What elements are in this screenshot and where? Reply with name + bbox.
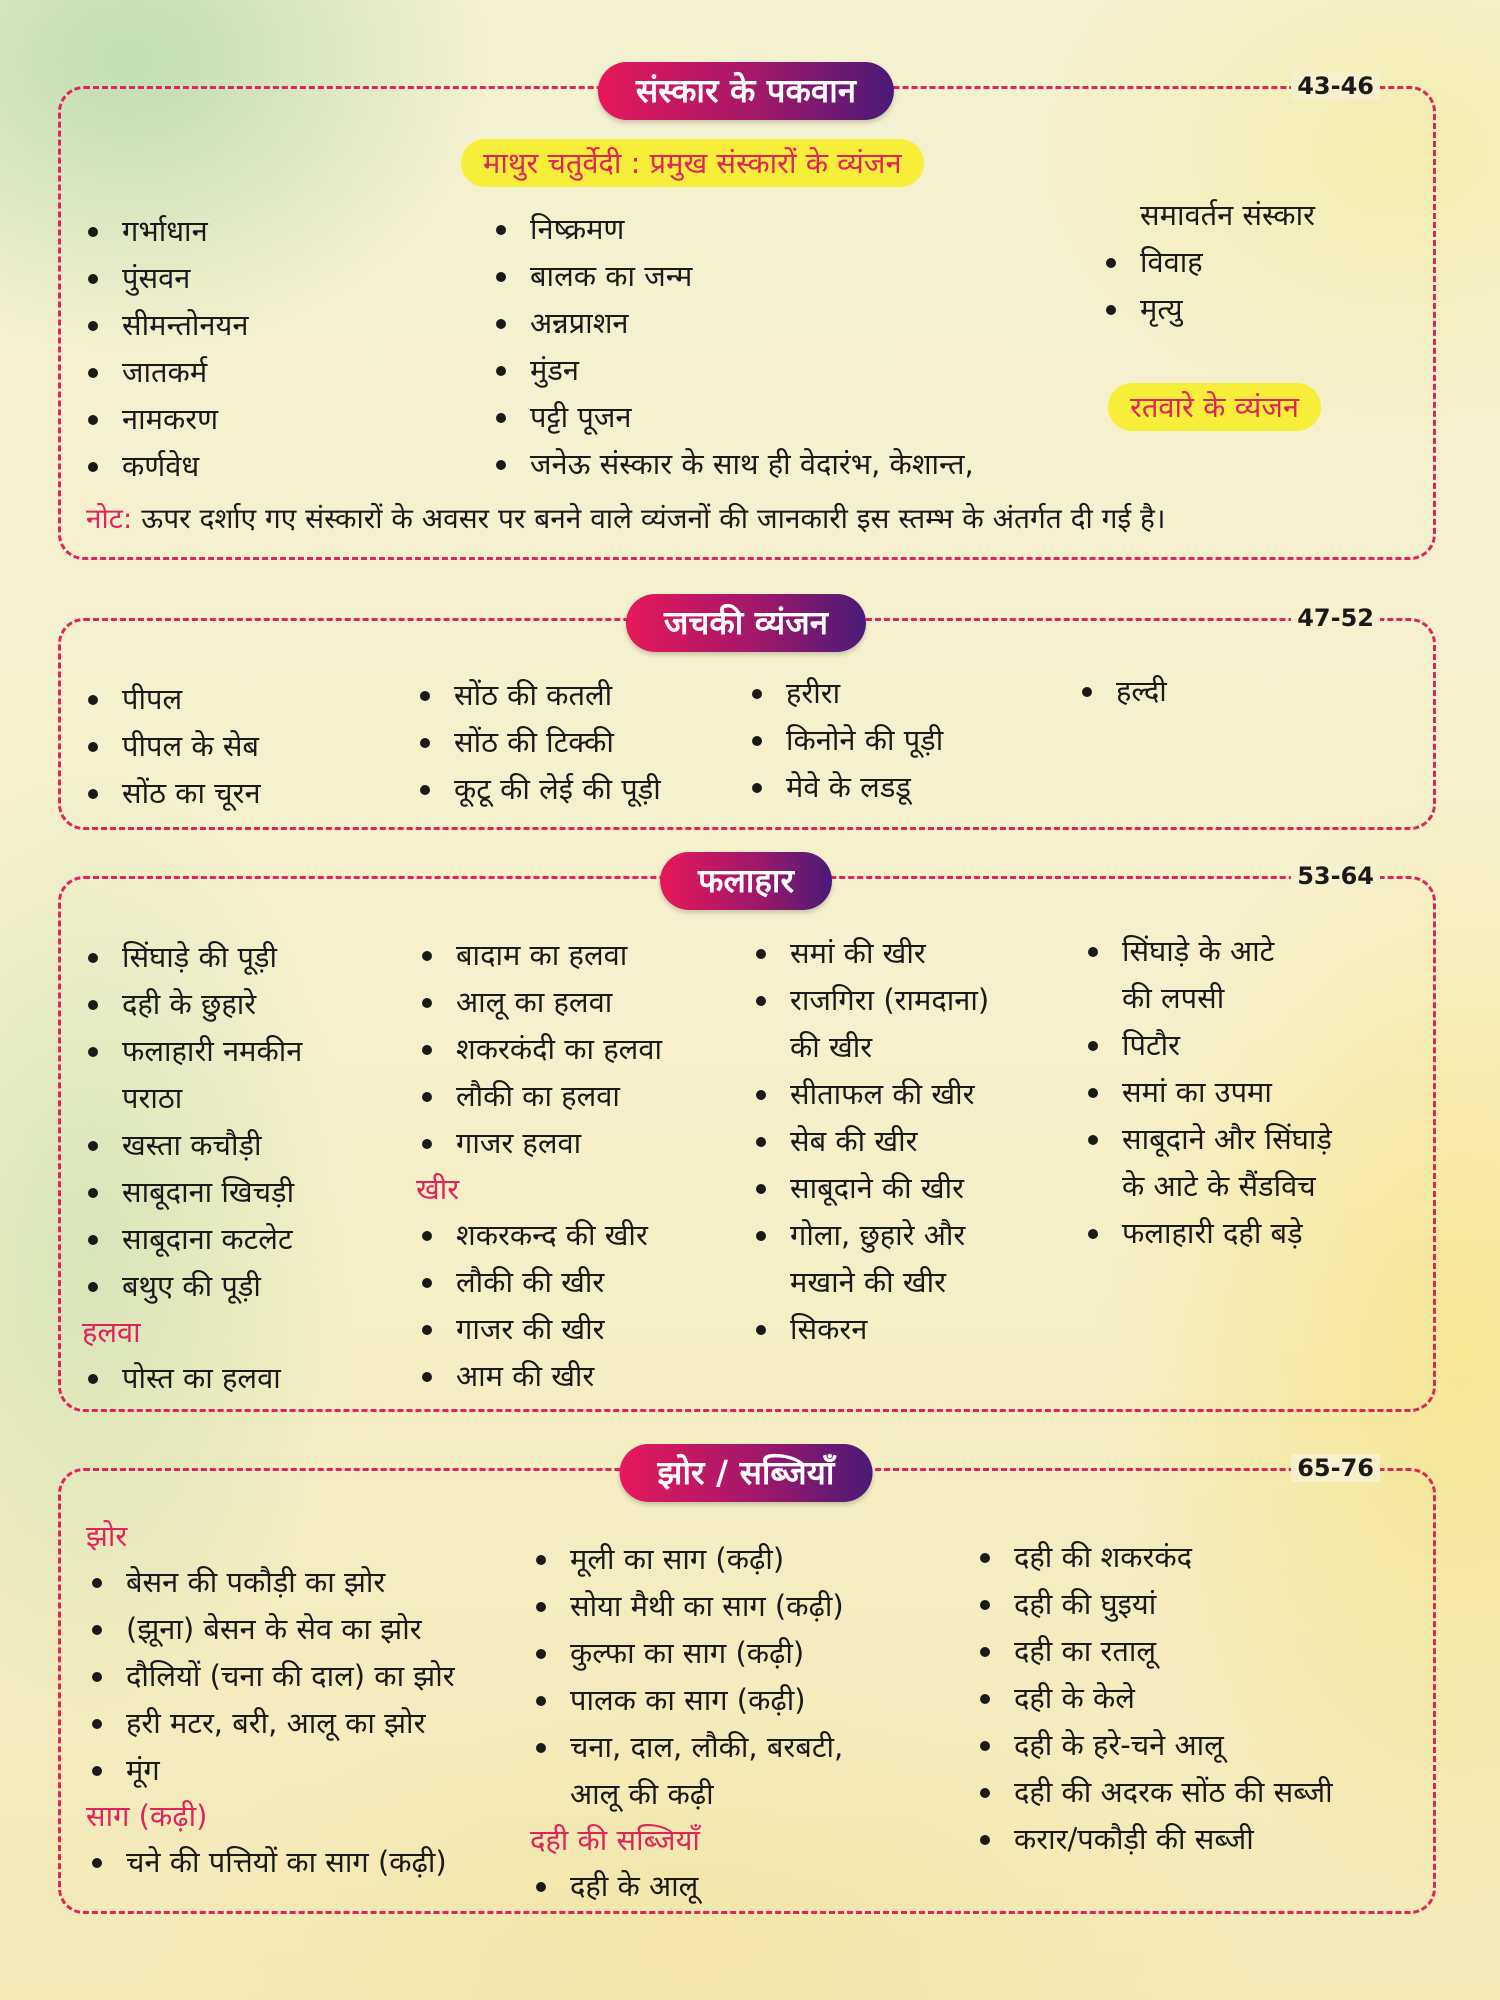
list-item: सोया मैथी का साग (कढ़ी) xyxy=(530,1583,844,1630)
section-title: फलाहार xyxy=(660,852,832,910)
column-3 xyxy=(746,670,943,811)
column-3 xyxy=(974,1534,1333,1863)
list-item: दही की अदरक सोंठ की सब्जी xyxy=(974,1769,1333,1816)
item-list xyxy=(82,676,261,817)
column-3 xyxy=(1100,192,1315,333)
item-list xyxy=(530,1863,844,1910)
item-list xyxy=(746,670,943,811)
column-3 xyxy=(750,930,989,1353)
list-item: राजगिरा (रामदाना) की खीर xyxy=(750,977,989,1071)
note-label: नोट: xyxy=(86,502,133,535)
item-list xyxy=(416,1212,662,1400)
list-item: कुल्फा का साग (कढ़ी) xyxy=(530,1630,844,1677)
list-item: मृत्यु xyxy=(1100,286,1315,333)
list-item: शकरकंदी का हलवा xyxy=(416,1026,662,1073)
list-item: सिंघाड़े के आटे की लपसी xyxy=(1082,928,1332,1022)
list-item: निष्क्रमण xyxy=(490,206,974,253)
list-item: आम की खीर xyxy=(416,1353,662,1400)
column-4 xyxy=(1076,668,1167,715)
list-item: पालक का साग (कढ़ी) xyxy=(530,1677,844,1724)
section-title: जचकी व्यंजन xyxy=(626,594,866,652)
item-list xyxy=(530,1536,844,1818)
subheading-halwa: हलवा xyxy=(82,1315,141,1349)
list-item: फलाहारी नमकीन पराठा xyxy=(82,1028,302,1122)
subheading-kheer: खीर xyxy=(416,1172,460,1206)
list-item: जातकर्म xyxy=(82,349,248,396)
list-item: मूंग xyxy=(86,1747,455,1794)
list-item: पीपल xyxy=(82,676,261,723)
column-2 xyxy=(414,672,661,813)
list-item: जनेऊ संस्कार के साथ ही वेदारंभ, केशान्त, xyxy=(490,441,974,488)
item-list xyxy=(1100,239,1315,333)
list-item: पट्टी पूजन xyxy=(490,394,974,441)
list-item: अन्नप्राशन xyxy=(490,300,974,347)
column-1 xyxy=(82,208,248,490)
subheading-saag: साग (कढ़ी) xyxy=(86,1799,208,1833)
item-list xyxy=(86,1559,455,1794)
list-item: सिंघाड़े की पूड़ी xyxy=(82,934,302,981)
list-item: पीपल के सेब xyxy=(82,723,261,770)
list-item: चने की पत्तियों का साग (कढ़ी) xyxy=(86,1839,455,1886)
list-item: मुंडन xyxy=(490,347,974,394)
subheading-dahi-sabjiyan: दही की सब्जियाँ xyxy=(530,1823,700,1857)
list-item: दही के छुहारे xyxy=(82,981,302,1028)
list-item: पोस्त का हलवा xyxy=(82,1355,302,1402)
list-item: दही के आलू xyxy=(530,1863,844,1910)
list-item: किनोने की पूड़ी xyxy=(746,717,943,764)
list-item: हल्दी xyxy=(1076,668,1167,715)
list-item: लौकी की खीर xyxy=(416,1259,662,1306)
list-item: बथुए की पूड़ी xyxy=(82,1263,302,1310)
list-item: मेवे के लडडू xyxy=(746,764,943,811)
item-list xyxy=(1082,928,1332,1257)
list-item: कर्णवेध xyxy=(82,443,248,490)
list-item: गाजर की खीर xyxy=(416,1306,662,1353)
column-4 xyxy=(1082,928,1332,1257)
list-item: चना, दाल, लौकी, बरबटी, आलू की कढ़ी xyxy=(530,1724,844,1818)
column-2 xyxy=(490,206,974,488)
list-item: साबूदाने की खीर xyxy=(750,1165,989,1212)
note xyxy=(86,499,1166,539)
section-title: झोर / सब्जियाँ xyxy=(620,1444,873,1502)
list-item: सीताफल की खीर xyxy=(750,1071,989,1118)
list-item: सिकरन xyxy=(750,1306,989,1353)
item-list xyxy=(1076,668,1167,715)
list-item: हरी मटर, बरी, आलू का झोर xyxy=(86,1700,455,1747)
list-item: सोंठ की टिक्की xyxy=(414,719,661,766)
column-1 xyxy=(86,1514,455,1886)
list-item: गोला, छुहारे और मखाने की खीर xyxy=(750,1212,989,1306)
list-item: सोंठ का चूरन xyxy=(82,770,261,817)
list-item: दही के केले xyxy=(974,1675,1333,1722)
list-item: नामकरण xyxy=(82,396,248,443)
list-item: गर्भाधान xyxy=(82,208,248,255)
list-item: मूली का साग (कढ़ी) xyxy=(530,1536,844,1583)
item-list xyxy=(750,930,989,1353)
list-item: गाजर हलवा xyxy=(416,1120,662,1167)
item-list xyxy=(416,932,662,1167)
list-item: बालक का जन्म xyxy=(490,253,974,300)
section-phalahar xyxy=(58,852,1436,1412)
item-list xyxy=(82,208,248,490)
list-item: दही की शकरकंद xyxy=(974,1534,1333,1581)
list-item: दही का रतालू xyxy=(974,1628,1333,1675)
item-list xyxy=(414,672,661,813)
list-item: लौकी का हलवा xyxy=(416,1073,662,1120)
section-title: संस्कार के पकवान xyxy=(598,62,894,120)
item-list xyxy=(82,934,302,1310)
subheading-jhor: झोर xyxy=(86,1519,128,1553)
list-item: हरीरा xyxy=(746,670,943,717)
page-range: 65-76 xyxy=(1291,1454,1380,1482)
list-item: बेसन की पकौड़ी का झोर xyxy=(86,1559,455,1606)
list-item: शकरकन्द की खीर xyxy=(416,1212,662,1259)
item-list xyxy=(974,1534,1333,1863)
list-item: पिटौर xyxy=(1082,1022,1332,1069)
item-list xyxy=(86,1839,455,1886)
section-sanskar xyxy=(58,62,1436,560)
column-2 xyxy=(530,1536,844,1910)
section-subtitle: माथुर चतुर्वेदी : प्रमुख संस्कारों के व्यंजन xyxy=(461,139,924,187)
list-item: समां की खीर xyxy=(750,930,989,977)
list-item: साबूदाना खिचड़ी xyxy=(82,1169,302,1216)
list-item: करार/पकौड़ी की सब्जी xyxy=(974,1816,1333,1863)
list-item: साबूदाने और सिंघाड़े के आटे के सैंडविच xyxy=(1082,1116,1332,1210)
column-1 xyxy=(82,934,302,1402)
list-item: बादाम का हलवा xyxy=(416,932,662,979)
list-item: सीमन्तोनयन xyxy=(82,302,248,349)
item-list xyxy=(82,1355,302,1402)
list-item: साबूदाना कटलेट xyxy=(82,1216,302,1263)
page-range: 43-46 xyxy=(1291,72,1380,100)
ratware-label: रतवारे के व्यंजन xyxy=(1108,383,1321,431)
section-jhor-sabjiyan xyxy=(58,1444,1436,1914)
list-item: खस्ता कचौड़ी xyxy=(82,1122,302,1169)
item-list xyxy=(490,206,974,488)
list-item: आलू का हलवा xyxy=(416,979,662,1026)
note-text: ऊपर दर्शाए गए संस्कारों के अवसर पर बनने वाले व्यंजनों की जानकारी इस स्तम्भ के अंतर्गत दी गई है। xyxy=(141,502,1166,535)
list-item: पुंसवन xyxy=(82,255,248,302)
list-heading: समावर्तन संस्कार xyxy=(1140,198,1315,232)
list-item: कूटू की लेई की पूड़ी xyxy=(414,766,661,813)
list-item: दही की घुइयां xyxy=(974,1581,1333,1628)
page-range: 47-52 xyxy=(1291,604,1380,632)
column-1 xyxy=(82,676,261,817)
list-item: सोंठ की कतली xyxy=(414,672,661,719)
list-item: (झूना) बेसन के सेव का झोर xyxy=(86,1606,455,1653)
page-range: 53-64 xyxy=(1291,862,1380,890)
list-item: सेब की खीर xyxy=(750,1118,989,1165)
list-item: विवाह xyxy=(1100,239,1315,286)
column-2 xyxy=(416,932,662,1400)
list-item: दौलियों (चना की दाल) का झोर xyxy=(86,1653,455,1700)
list-item: समां का उपमा xyxy=(1082,1069,1332,1116)
section-jachki xyxy=(58,594,1436,830)
list-item: फलाहारी दही बड़े xyxy=(1082,1210,1332,1257)
list-item: दही के हरे-चने आलू xyxy=(974,1722,1333,1769)
